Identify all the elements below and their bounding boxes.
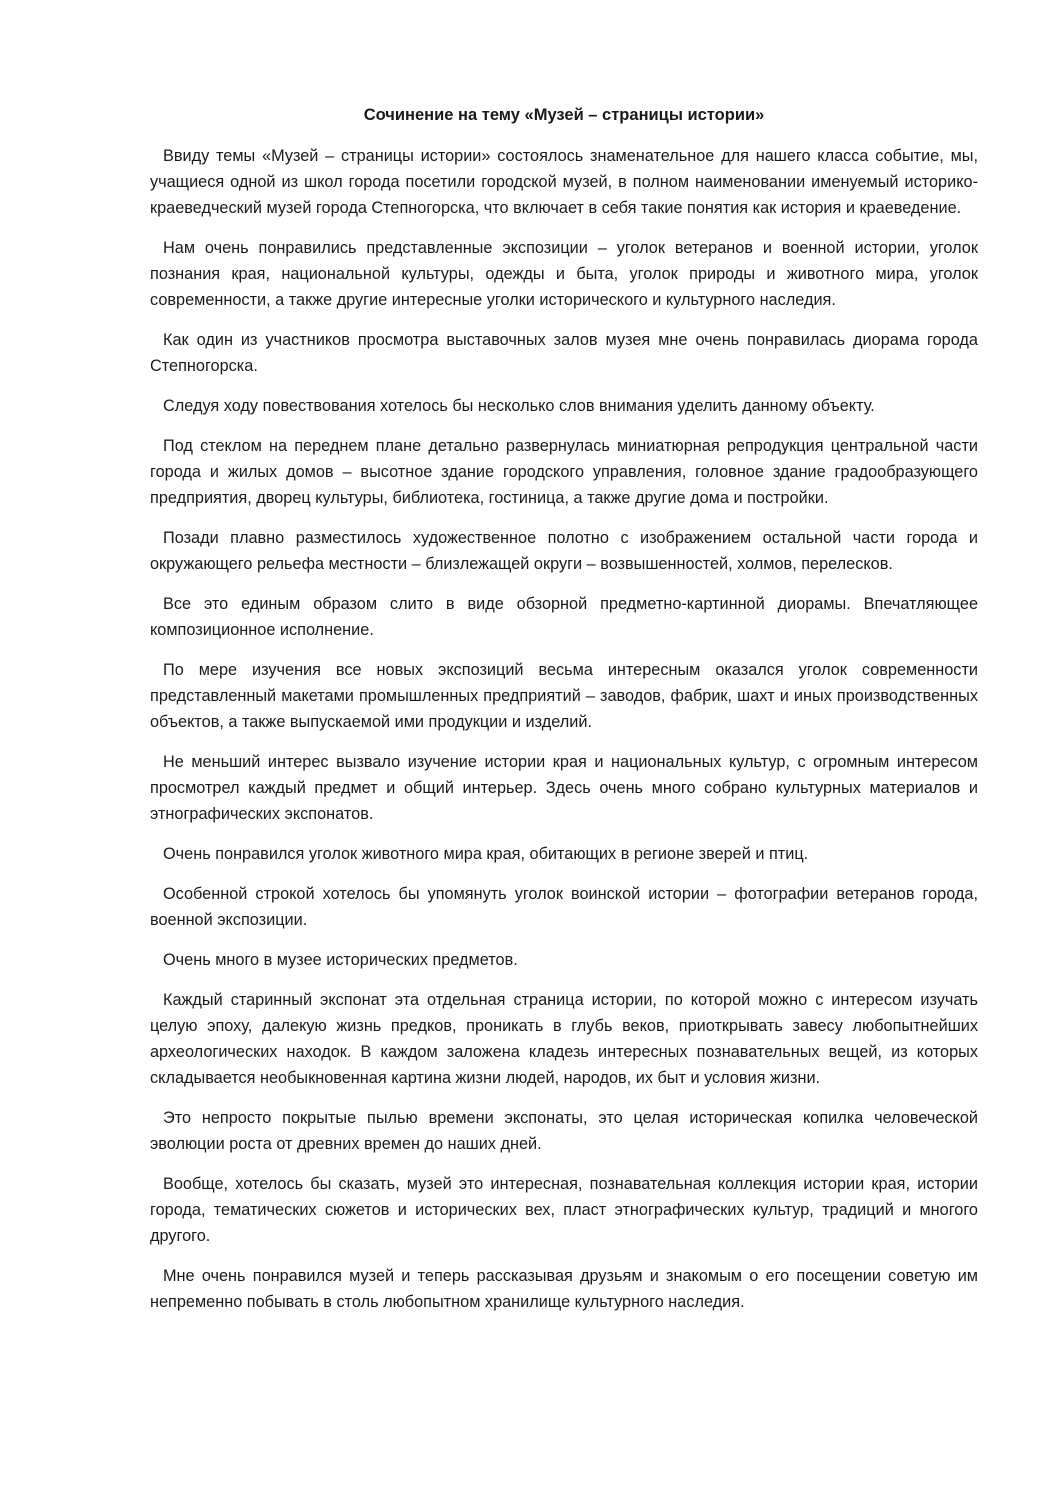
document-page xyxy=(150,102,978,1329)
paragraph: Особенной строкой хотелось бы упомянуть уголок воинской истории – фотографии ветеранов города, военной экспозиции. xyxy=(150,885,978,929)
paragraph: Очень много в музее исторических предметов. xyxy=(163,951,518,969)
paragraph: Очень понравился уголок животного мира края, обитающих в регионе зверей и птиц. xyxy=(163,845,809,863)
paragraph: Это непросто покрытые пылью времени экспонаты, это целая историческая копилка человеческой эволюции роста от древних времен до наших дней. xyxy=(150,1109,978,1153)
paragraph: Мне очень понравился музей и теперь рассказывая друзьям и знакомым о его посещении советую им непременно побывать в столь любопытном хранилище культурного наследия. xyxy=(150,1267,978,1311)
paragraph: Ввиду темы «Музей – страницы истории» состоялось знаменательное для нашего класса событие, мы, учащиеся одной из школ города посетили городской музей, в полном наименовании именуемый историко-краеведческий музей города Степногорска, что включает в себя такие понятия как история и краеведение. xyxy=(150,147,978,217)
paragraph: Не меньший интерес вызвало изучение истории края и национальных культур, с огромным интересом просмотрел каждый предмет и общий интерьер. Здесь очень много собрано культурных материалов и этнографических экспонатов. xyxy=(150,753,978,823)
paragraph: По мере изучения все новых экспозиций весьма интересным оказался уголок современности представленный макетами промышленных предприятий – заводов, фабрик, шахт и иных производственных объектов, а также выпускаемой ими продукции и изделий. xyxy=(150,661,978,731)
paragraph: Как один из участников просмотра выставочных залов музея мне очень понравилась диорама города Степногорска. xyxy=(150,331,978,375)
document-title: Сочинение на тему «Музей – страницы истории» xyxy=(363,106,765,124)
paragraph: Каждый старинный экспонат эта отдельная страница истории, по которой можно с интересом изучать целую эпоху, далекую жизнь предков, проникать в глубь веков, приоткрывать завесу любопытнейших археологических находок. В каждом заложена кладезь интересных познавательных вещей, из которых складывается необыкновенная картина жизни людей, народов, их быт и условия жизни. xyxy=(150,991,978,1087)
paragraph: Все это единым образом слито в виде обзорной предметно-картинной диорамы. Впечатляющее композиционное исполнение. xyxy=(150,595,978,639)
paragraph: Под стеклом на переднем плане детально развернулась миниатюрная репродукция центральной части города и жилых домов – высотное здание городского управления, головное здание градообразующего предприятия, дворец культуры, библиотека, гостиница, а также другие дома и постройки. xyxy=(150,437,978,507)
paragraph: Вообще, хотелось бы сказать, музей это интересная, познавательная коллекция истории края, истории города, тематических сюжетов и исторических вех, пласт этнографических культур, традиций и многого другого. xyxy=(150,1175,978,1245)
paragraph: Позади плавно разместилось художественное полотно с изображением остальной части города и окружающего рельефа местности – близлежащей округи – возвышенностей, холмов, перелесков. xyxy=(150,529,978,573)
paragraph: Следуя ходу повествования хотелось бы несколько слов внимания уделить данному объекту. xyxy=(163,397,875,415)
paragraph: Нам очень понравились представленные экспозиции – уголок ветеранов и военной истории, уголок познания края, национальной культуры, одежды и быта, уголок природы и животного мира, уголок современности, а также другие интересные уголки исторического и культурного наследия. xyxy=(150,239,978,309)
